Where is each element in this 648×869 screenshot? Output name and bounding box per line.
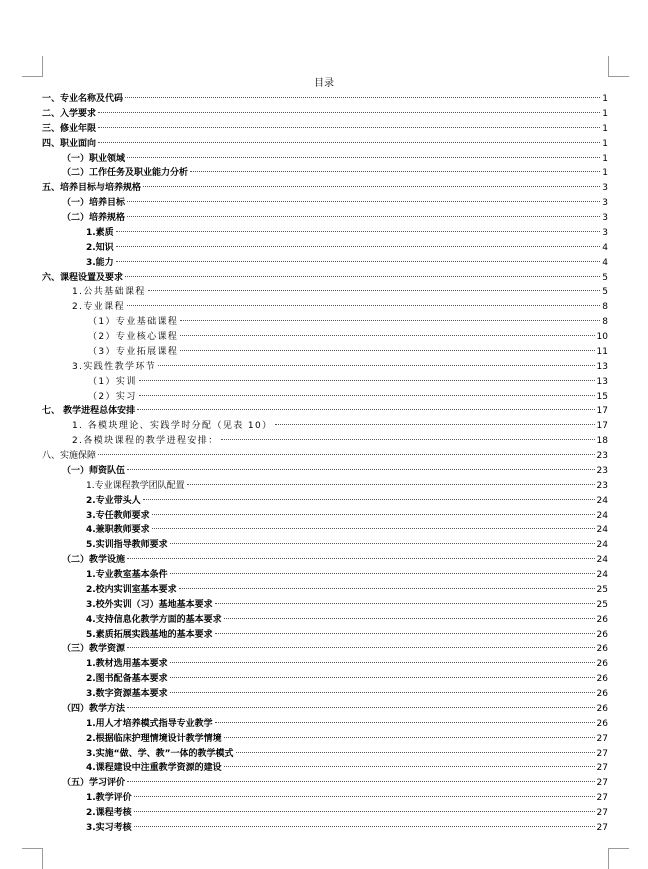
- toc-entry-page: 27: [596, 793, 608, 804]
- toc-entry[interactable]: [42, 375, 608, 390]
- toc-entry[interactable]: [42, 181, 608, 196]
- dot-leader: [224, 766, 595, 767]
- toc-entry-page: 1: [602, 168, 608, 179]
- toc-entry-page: 11: [596, 346, 608, 357]
- toc-entry-text: （三）教学资源: [62, 644, 126, 655]
- toc-entry[interactable]: [42, 776, 608, 791]
- toc-entry[interactable]: [42, 553, 608, 568]
- dot-leader: [170, 543, 595, 544]
- toc-entry-page: 26: [596, 674, 608, 685]
- toc-entry-text: 2.校内实训室基本要求: [86, 584, 177, 595]
- toc-entry-text: 2.课程考核: [86, 808, 132, 818]
- toc-entry-page: 18: [596, 436, 608, 447]
- dot-leader: [143, 186, 600, 187]
- toc-entry-text: 2.知识: [86, 242, 114, 253]
- toc-entry-text: 2.各模块课程的教学进程安排：: [72, 436, 219, 447]
- toc-entry-page: 5: [602, 287, 608, 298]
- dot-leader: [190, 171, 600, 172]
- toc-entry-text: 3.实施“做、学、教”一体的教学模式: [86, 748, 234, 759]
- dot-leader: [139, 395, 595, 396]
- toc-entry[interactable]: [42, 642, 608, 657]
- dot-leader: [127, 469, 595, 470]
- toc-entry-text: （一）师资队伍: [62, 465, 126, 476]
- dot-leader: [180, 320, 600, 321]
- toc-entry-text: 1.专业课程教学团队配置: [86, 480, 185, 491]
- toc-entry-text: 1.素质: [86, 227, 114, 238]
- crop-mark-top-left: [22, 56, 43, 77]
- toc-entry-text: 5.实训指导教师要求: [86, 540, 168, 551]
- toc-entry-page: 23: [596, 480, 608, 491]
- toc-entry[interactable]: [42, 315, 608, 330]
- dot-leader: [224, 618, 595, 619]
- toc-entry-page: 5: [602, 272, 608, 283]
- toc-entry-text: （3）专业拓展课程: [88, 346, 179, 357]
- toc-entry[interactable]: [42, 464, 608, 479]
- toc-entry[interactable]: [42, 672, 608, 687]
- toc-entry[interactable]: [42, 345, 608, 360]
- toc-entry[interactable]: [42, 494, 608, 509]
- toc-entry[interactable]: [42, 330, 608, 345]
- dot-leader: [134, 796, 595, 797]
- toc-entry-page: 27: [596, 822, 608, 833]
- dot-leader: [215, 633, 595, 634]
- crop-mark-bottom-right: [608, 848, 629, 869]
- dot-leader: [139, 380, 595, 381]
- toc-entry-text: （二）培养规格: [62, 213, 126, 223]
- dot-leader: [116, 261, 601, 262]
- toc-entry-text: （一）职业领域: [62, 153, 126, 164]
- toc-entry-text: （1）实训: [88, 376, 137, 387]
- dot-leader: [275, 424, 595, 425]
- dot-leader: [134, 811, 595, 812]
- toc-entry-page: 17: [596, 406, 608, 417]
- dot-leader: [127, 558, 595, 559]
- dot-leader: [180, 350, 594, 351]
- toc-entry[interactable]: [42, 166, 608, 181]
- dot-leader: [180, 335, 594, 336]
- toc-entry-page: 1: [602, 153, 608, 164]
- dot-leader: [127, 707, 595, 708]
- dot-leader: [152, 514, 595, 515]
- toc-entry[interactable]: [42, 702, 608, 717]
- toc-entry[interactable]: [42, 271, 608, 286]
- toc-entry-text: （一）培养目标: [62, 198, 126, 209]
- toc-entry-page: 26: [596, 644, 608, 655]
- dot-leader: [179, 588, 595, 589]
- toc-entry-text: （2）实习: [88, 391, 137, 402]
- toc-entry-text: 3.校外实训（习）基地基本要求: [86, 599, 213, 610]
- toc-entry[interactable]: [42, 806, 608, 821]
- dot-leader: [170, 662, 595, 663]
- toc-entry-page: 8: [602, 317, 608, 328]
- toc-entry-page: 26: [596, 689, 608, 699]
- toc-entry-page: 23: [596, 451, 608, 461]
- dot-leader: [143, 499, 595, 500]
- toc-entry-text: 三、修业年限: [42, 123, 97, 134]
- toc-entry-page: 24: [596, 570, 608, 580]
- dot-leader: [170, 573, 595, 574]
- dot-leader: [127, 201, 600, 202]
- toc-entry-text: 1.教材选用基本要求: [86, 659, 168, 670]
- dot-leader: [116, 246, 601, 247]
- dot-leader: [148, 290, 600, 291]
- toc-entry-text: 1.教学评价: [86, 793, 132, 804]
- dot-leader: [152, 528, 595, 529]
- toc-entry-page: 24: [596, 525, 608, 536]
- toc-entry-page: 24: [596, 540, 608, 551]
- toc-entry-text: 1.专业教室基本条件: [86, 570, 168, 580]
- dot-leader: [221, 439, 595, 440]
- dot-leader: [98, 454, 595, 455]
- crop-mark-top-right: [608, 56, 629, 77]
- toc-entry-page: 25: [596, 599, 608, 610]
- toc-entry-page: 26: [596, 659, 608, 670]
- toc-entry[interactable]: [42, 300, 608, 315]
- dot-leader: [98, 142, 600, 143]
- toc-entry-page: 3: [602, 198, 608, 209]
- toc-entry[interactable]: [42, 717, 608, 732]
- toc-entry-page: 24: [596, 495, 608, 506]
- toc-entry[interactable]: [42, 821, 608, 836]
- toc-entry-page: 27: [596, 778, 608, 789]
- toc-entry-page: 24: [596, 510, 608, 521]
- crop-mark-bottom-left: [22, 848, 43, 869]
- dot-leader: [127, 647, 595, 648]
- toc-entry-text: （四）教学方法: [62, 703, 126, 714]
- toc-entry[interactable]: [42, 583, 608, 598]
- toc-entry[interactable]: [42, 419, 608, 434]
- toc-entry-text: （二）工作任务及职业能力分析: [62, 168, 189, 179]
- dot-leader: [170, 677, 595, 678]
- toc-entry-page: 23: [596, 465, 608, 476]
- toc-entry-page: 1: [602, 94, 608, 104]
- toc-entry[interactable]: [42, 628, 608, 643]
- toc-entry[interactable]: [42, 137, 608, 152]
- dot-leader: [127, 157, 600, 158]
- toc-entry-text: 3.实践性教学环节: [72, 361, 157, 372]
- toc-entry[interactable]: [42, 761, 608, 776]
- toc-entry-text: 4.支持信息化教学方面的基本要求: [86, 614, 222, 625]
- dot-leader: [215, 603, 595, 604]
- toc-entry-page: 3: [602, 213, 608, 223]
- toc-entry-text: 4.课程建设中注重教学资源的建设: [86, 763, 222, 774]
- toc-entry-text: （二）教学设施: [62, 555, 126, 566]
- toc-entry-text: 六、课程设置及要求: [42, 272, 124, 283]
- toc-title: 目录: [314, 78, 334, 89]
- toc-entry[interactable]: [42, 226, 608, 241]
- toc-entry-text: 五、培养目标与培养规格: [42, 183, 142, 194]
- toc-entry-page: 26: [596, 703, 608, 714]
- toc-entry-page: 13: [596, 376, 608, 387]
- toc-entry-text: 3.数字资源基本要求: [86, 689, 168, 699]
- dot-leader: [236, 752, 595, 753]
- dot-leader: [127, 305, 600, 306]
- toc-entry-text: 七、 教学进程总体安排: [42, 406, 136, 417]
- toc-entry-text: 3.专任教师要求: [86, 510, 150, 521]
- toc-entry-text: 二、入学要求: [42, 108, 97, 119]
- dot-leader: [215, 722, 595, 723]
- toc-entry-text: 1. 各模块理论、实践学时分配（见表 10）: [72, 421, 273, 432]
- dot-leader: [134, 826, 595, 827]
- toc-entry[interactable]: [42, 256, 608, 271]
- toc-entry-page: 4: [602, 242, 608, 253]
- toc-entry[interactable]: [42, 657, 608, 672]
- toc-entry[interactable]: [42, 152, 608, 167]
- toc-entry[interactable]: [42, 404, 608, 419]
- toc-entry[interactable]: [42, 285, 608, 300]
- toc-entry-page: 15: [596, 391, 608, 402]
- toc-entry-page: 1: [602, 123, 608, 134]
- toc-entry-page: 10: [596, 332, 608, 342]
- toc-entry-text: 4.兼职教师要求: [86, 525, 150, 536]
- toc-entry[interactable]: [42, 747, 608, 762]
- toc-entry-page: 26: [596, 614, 608, 625]
- toc-entry-text: 1.用人才培养模式指导专业教学: [86, 718, 213, 729]
- toc-entry-page: 8: [602, 302, 608, 313]
- dot-leader: [158, 365, 594, 366]
- toc-entry-page: 26: [596, 629, 608, 640]
- toc-entry-text: 2.专业带头人: [86, 495, 141, 506]
- toc-entry-text: 3.实习考核: [86, 822, 132, 833]
- toc-entry-text: （五）学习评价: [62, 778, 126, 789]
- toc-entry[interactable]: [42, 523, 608, 538]
- toc-entry[interactable]: [42, 568, 608, 583]
- toc-entry[interactable]: [42, 122, 608, 137]
- toc-entry[interactable]: [42, 390, 608, 405]
- toc-entry-page: 27: [596, 748, 608, 759]
- toc-entry-text: 四、职业面向: [42, 138, 97, 149]
- toc-entry[interactable]: [42, 196, 608, 211]
- toc-entry-text: 一、专业名称及代码: [42, 94, 124, 104]
- dot-leader: [127, 216, 600, 217]
- toc-entry-text: 3.能力: [86, 257, 114, 268]
- toc-entry-text: （2）专业核心课程: [88, 332, 179, 342]
- toc-entry[interactable]: [42, 92, 608, 107]
- dot-leader: [98, 112, 600, 113]
- dot-leader: [125, 97, 600, 98]
- table-of-contents: [42, 92, 608, 836]
- toc-entry[interactable]: [42, 241, 608, 256]
- toc-entry[interactable]: [42, 107, 608, 122]
- toc-entry-text: 2.专业课程: [72, 302, 125, 313]
- toc-entry-text: （1）专业基础课程: [88, 317, 179, 328]
- dot-leader: [125, 276, 600, 277]
- toc-entry-text: 2.根据临床护理情境设计教学情境: [86, 733, 222, 744]
- toc-entry-page: 25: [596, 584, 608, 595]
- toc-entry-page: 27: [596, 808, 608, 818]
- dot-leader: [98, 127, 600, 128]
- dot-leader: [170, 692, 595, 693]
- dot-leader: [137, 409, 594, 410]
- toc-entry-text: 5.素质拓展实践基地的基本要求: [86, 629, 213, 640]
- toc-entry-text: 1.公共基础课程: [72, 287, 146, 298]
- toc-entry[interactable]: [42, 479, 608, 494]
- dot-leader: [224, 737, 595, 738]
- toc-entry[interactable]: [42, 687, 608, 702]
- toc-entry-page: 17: [596, 421, 608, 432]
- toc-entry-page: 24: [596, 555, 608, 566]
- toc-entry[interactable]: [42, 449, 608, 464]
- toc-entry[interactable]: [42, 211, 608, 226]
- toc-entry[interactable]: [42, 732, 608, 747]
- toc-entry-page: 1: [602, 108, 608, 119]
- dot-leader: [127, 781, 595, 782]
- toc-entry[interactable]: [42, 509, 608, 524]
- toc-entry[interactable]: [42, 434, 608, 449]
- toc-entry[interactable]: [42, 598, 608, 613]
- toc-entry-page: 4: [602, 257, 608, 268]
- toc-entry-text: 八、实施保障: [42, 451, 97, 461]
- toc-entry[interactable]: [42, 360, 608, 375]
- toc-entry-page: 27: [596, 733, 608, 744]
- toc-entry-page: 3: [602, 227, 608, 238]
- toc-entry[interactable]: [42, 538, 608, 553]
- toc-entry-page: 3: [602, 183, 608, 194]
- toc-entry-text: 2.图书配备基本要求: [86, 674, 168, 685]
- toc-entry-page: 26: [596, 718, 608, 729]
- toc-entry-page: 1: [602, 138, 608, 149]
- toc-entry-page: 27: [596, 763, 608, 774]
- dot-leader: [187, 484, 595, 485]
- toc-entry[interactable]: [42, 613, 608, 628]
- toc-entry[interactable]: [42, 791, 608, 806]
- toc-entry-page: 13: [596, 361, 608, 372]
- dot-leader: [116, 231, 601, 232]
